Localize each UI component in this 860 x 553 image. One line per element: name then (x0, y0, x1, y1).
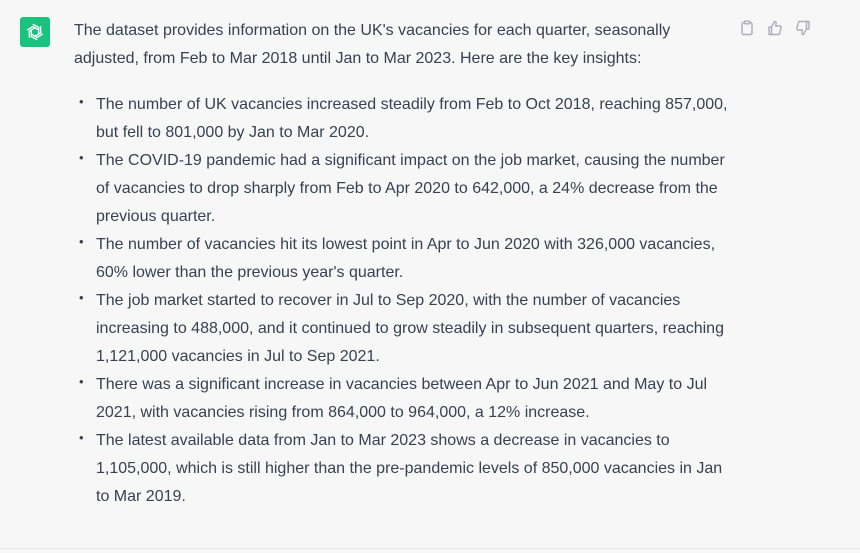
thumbs-up-button[interactable] (766, 19, 784, 37)
list-item: • There was a significant increase in vacancies between Apr to Jun 2021 and May to Jul 2021, with vacancies rising from 864,000 to 964,000, a 12% increase. (74, 371, 734, 427)
list-item: • The job market started to recover in Jul to Sep 2020, with the number of vacancies increasing to 488,000, and it continued to grow steadily in subsequent quarters, reaching 1,121,000 vacancies in Jul to Sep 2021. (74, 287, 734, 371)
assistant-avatar (20, 17, 50, 47)
thumbs-down-icon (795, 20, 811, 36)
clipboard-icon (739, 20, 755, 36)
list-item: • The number of vacancies hit its lowest point in Apr to Jun 2020 with 326,000 vacancies, 60% lower than the previous year's quarter. (74, 231, 734, 287)
copy-button[interactable] (738, 19, 756, 37)
list-item: • The COVID-19 pandemic had a significant impact on the job market, causing the number of vacancies to drop sharply from Feb to Apr 2020 to 642,000, a 24% decrease from the previous quarter. (74, 147, 734, 231)
message-content (74, 17, 734, 511)
list-item: • The number of UK vacancies increased steadily from Feb to Oct 2018, reaching 857,000, but fell to 801,000 by Jan to Mar 2020. (74, 91, 734, 147)
message-intro: The dataset provides information on the UK's vacancies for each quarter, seasonally adjusted, from Feb to Mar 2018 until Jan to Mar 2023. Here are the key insights: (74, 22, 671, 67)
thumbs-up-icon (767, 20, 783, 36)
openai-logo-icon (24, 21, 46, 43)
thumbs-down-button[interactable] (794, 19, 812, 37)
message-actions (738, 19, 812, 37)
insights-list (74, 91, 734, 511)
list-item: • The latest available data from Jan to Mar 2023 shows a decrease in vacancies to 1,105,000, which is still higher than the pre-pandemic levels of 850,000 vacancies in Jan to Mar 2019. (74, 427, 734, 511)
